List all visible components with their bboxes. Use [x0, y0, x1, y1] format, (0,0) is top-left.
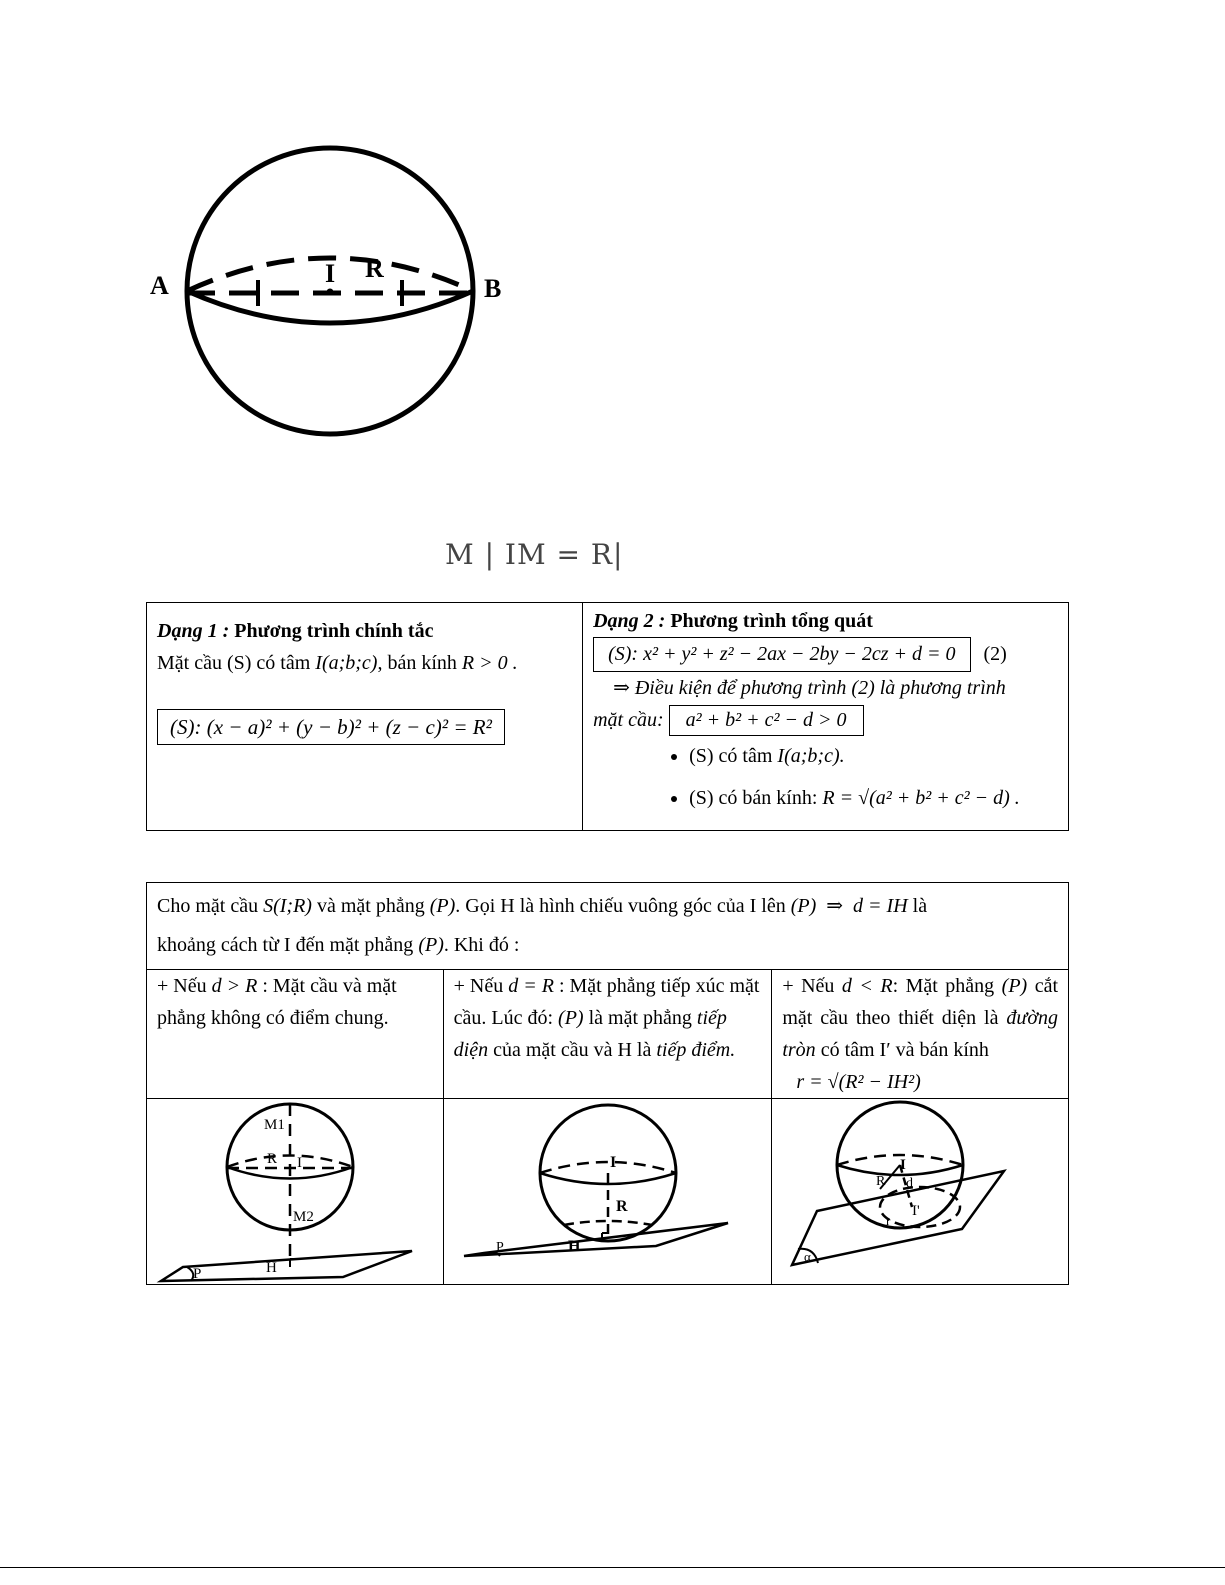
bullet-center: • (S) có tâm I(a;b;c). [689, 740, 1058, 772]
svg-text:I: I [297, 1155, 302, 1171]
label-i: I [325, 259, 336, 288]
label-r: R [365, 254, 384, 283]
header-cell: Cho mặt cầu S(I;R) và mặt phẳng (P). Gọi H là hình chiếu vuông góc của I lên (P) ⇒ d = IH là khoảng cách từ I đến mặt phẳng (P). Khi đó : [147, 883, 1069, 970]
set-definition: M | IM = R| [445, 538, 624, 571]
fig-tangent [444, 1099, 771, 1284]
svg-text:α: α [804, 1249, 812, 1264]
fig2-cell [443, 1099, 772, 1285]
svg-text:P: P [193, 1266, 202, 1282]
form1-line: Mặt cầu (S) có tâm I(a;b;c), bán kính R > 0 . [157, 652, 518, 674]
label-a: A [150, 271, 169, 300]
form1-cell [147, 603, 583, 831]
condition-label: mặt cầu: [593, 709, 664, 731]
case3-cell: + Nếu d < R: Mặt phẳng (P) cắt mặt cầu theo thiết diện là đường tròn có tâm I′ và bán kính r = √(R² − IH²) [772, 970, 1069, 1099]
fig-no-intersection [147, 1099, 442, 1284]
bottom-rule [0, 1567, 1225, 1568]
case2-cell: + Nếu d = R : Mặt phẳng tiếp xúc mặt cầu. Lúc đó: (P) là mặt phẳng tiếp diện của mặt cầu và H là tiếp điểm. [443, 970, 772, 1099]
svg-text:M2: M2 [293, 1209, 314, 1225]
fig3-cell [772, 1099, 1069, 1285]
condition-intro: ⇒ Điều kiện để phương trình (2) là phương trình [613, 677, 1006, 699]
svg-text:I: I [900, 1157, 907, 1173]
svg-text:R: R [615, 1198, 628, 1215]
svg-text:P: P [495, 1240, 504, 1255]
fig1-cell [147, 1099, 444, 1285]
svg-text:d: d [906, 1176, 914, 1191]
form2-title: Dạng 2 : Phương trình tổng quát [593, 610, 873, 632]
fig-intersecting [772, 1099, 1067, 1284]
svg-text:I': I' [912, 1203, 921, 1219]
svg-text:I: I [609, 1154, 616, 1171]
condition-box: a² + b² + c² − d > 0 [669, 705, 864, 736]
label-b: B [484, 274, 502, 303]
sphere-plane-table [146, 882, 1069, 1285]
svg-text:R: R [267, 1151, 278, 1167]
svg-text:R: R [876, 1174, 886, 1189]
svg-text:H: H [266, 1260, 277, 1276]
equation-forms-table [146, 602, 1069, 831]
sphere-diagram [140, 140, 520, 450]
bullet-radius: • (S) có bán kính: R = √(a² + b² + c² − d) . [689, 782, 1058, 814]
case1-cell: + Nếu d > R : Mặt cầu và mặt phẳng không có điểm chung. [147, 970, 444, 1099]
svg-text:M1: M1 [264, 1117, 285, 1133]
form1-title: Dạng 1 : Phương trình chính tắc [157, 620, 434, 642]
form1-equation: (S): (x − a)² + (y − b)² + (z − c)² = R² [157, 709, 505, 745]
form2-cell [583, 603, 1069, 831]
svg-text:H: H [567, 1238, 581, 1255]
eq-number: (2) [983, 643, 1007, 665]
svg-text:r: r [886, 1213, 891, 1228]
form2-equation: (S): x² + y² + z² − 2ax − 2by − 2cz + d = 0 [593, 637, 970, 672]
